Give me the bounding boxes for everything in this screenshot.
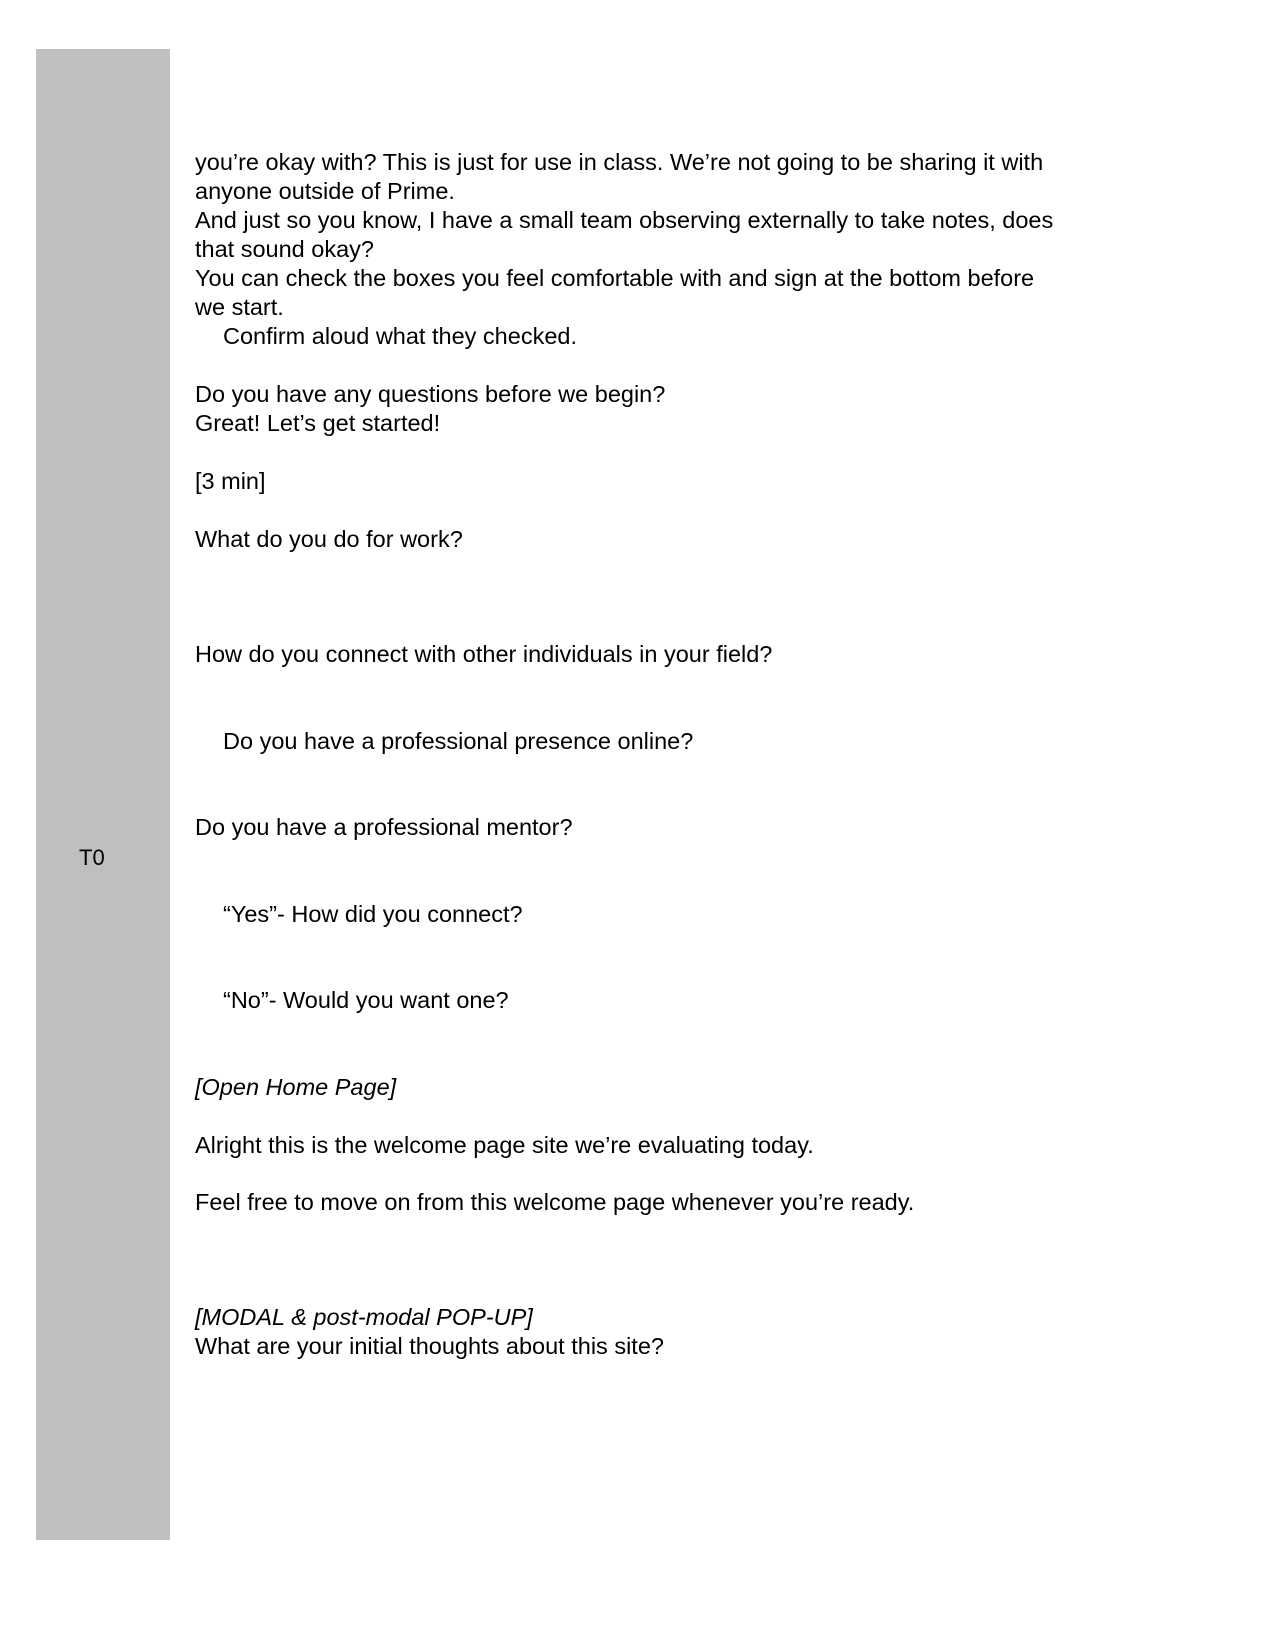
mentor-yes-followup: “Yes”- How did you connect? xyxy=(223,901,523,927)
team-line-2: that sound okay? xyxy=(195,236,374,262)
sidebar-column xyxy=(36,49,170,1540)
modal-popup-note: [MODAL & post-modal POP-UP] xyxy=(195,1304,533,1330)
question-work: What do you do for work? xyxy=(195,526,463,552)
question-mentor: Do you have a professional mentor? xyxy=(195,814,573,840)
welcome-evaluating: Alright this is the welcome page site we’re evaluating today. xyxy=(195,1132,814,1158)
feel-free: Feel free to move on from this welcome page whenever you’re ready. xyxy=(195,1189,915,1215)
boxes-line-2: we start. xyxy=(195,294,284,320)
team-line-1: And just so you know, I have a small team observing externally to take notes, does xyxy=(195,207,1054,233)
script-body xyxy=(195,148,1135,1361)
sidebar-label: T0 xyxy=(79,845,105,870)
confirm-note: Confirm aloud what they checked. xyxy=(223,323,577,349)
consent-line-1: you’re okay with? This is just for use in class. We’re not going to be sharing it with xyxy=(195,149,1044,175)
question-presence: Do you have a professional presence online? xyxy=(223,728,694,754)
open-home-page-note: [Open Home Page] xyxy=(195,1074,397,1100)
question-connect: How do you connect with other individuals in your field? xyxy=(195,641,773,667)
mentor-no-followup: “No”- Would you want one? xyxy=(223,987,509,1013)
initial-thoughts: What are your initial thoughts about this site? xyxy=(195,1333,664,1359)
get-started: Great! Let’s get started! xyxy=(195,410,441,436)
consent-line-2: anyone outside of Prime. xyxy=(195,178,455,204)
boxes-line-1: You can check the boxes you feel comfortable with and sign at the bottom before xyxy=(195,265,1035,291)
time-marker: [3 min] xyxy=(195,468,266,494)
questions-before: Do you have any questions before we begin? xyxy=(195,381,666,407)
